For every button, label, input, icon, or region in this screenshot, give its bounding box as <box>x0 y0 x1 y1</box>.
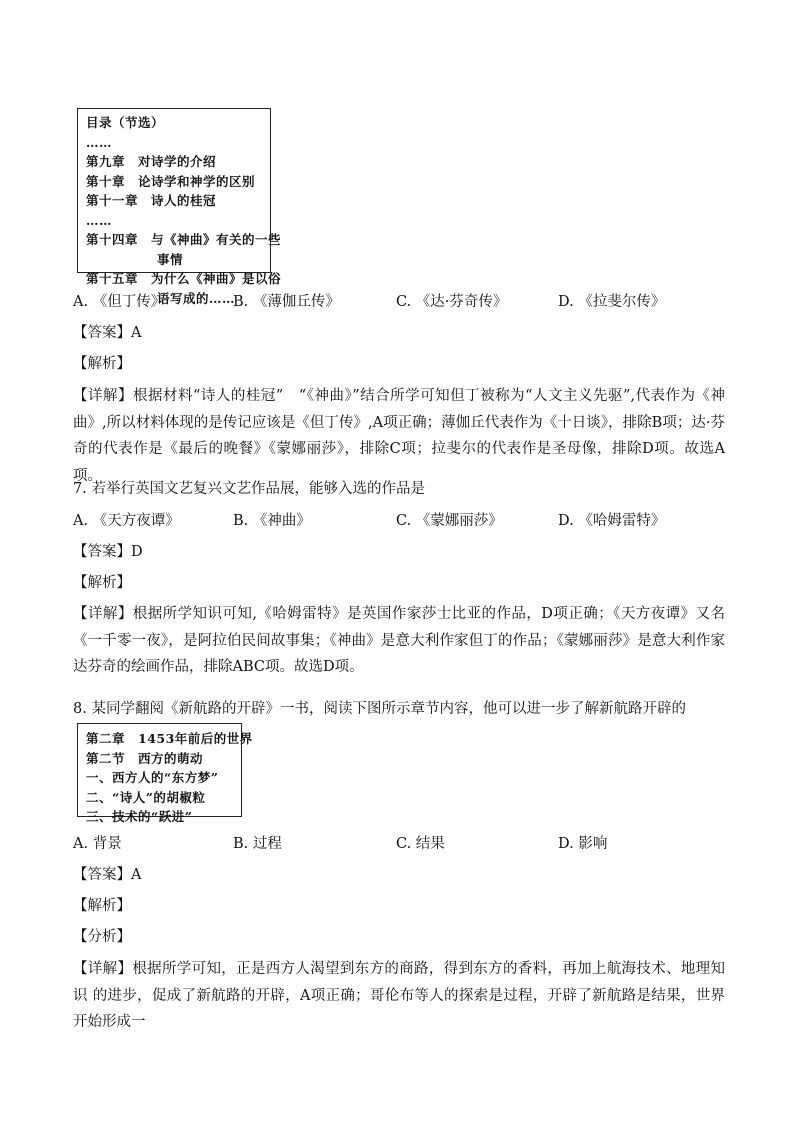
answer-label: 【答案】 <box>73 325 131 341</box>
q7-option-c: C. 《蒙娜丽莎》 <box>396 513 503 529</box>
answer-value: A <box>131 867 142 883</box>
excerpt-line: 三、技术的“跃进” <box>86 809 193 824</box>
q7-analysis-label: 【解析】 <box>73 575 131 591</box>
q8-detail <box>73 956 725 1036</box>
q8-answer <box>73 863 141 884</box>
detail-text: 根据所学知识可知,《哈姆雷特》是英国作家莎士比亚的作品，D项正确；《天方夜谭》又名《一千零一夜》，是阿拉伯民间故事集；《神曲》是意大利作家但丁的作品；《蒙娜丽莎》是意大利作家达芬奇的绘画作品，排除ABC项。故选D项。 <box>73 606 726 675</box>
answer-label: 【答案】 <box>73 867 131 883</box>
excerpt-line: 第十四章 与《神曲》有关的一些 <box>86 232 282 247</box>
detail-text: 根据材料“诗人的桂冠” “《神曲》”结合所学可知但丁被称为“人文主义先驱”,代表作为《神曲》,所以材料体现的是传记应该是《但丁传》,A项正确；薄伽丘代表作为《十日谈》，排除B项；达·芬奇的代表作是《最后的晚餐》《蒙娜丽莎》，排除C项；拉斐尔的代表作是圣母像，排除D项。故选A项。 <box>73 388 725 484</box>
detail-text: 根据所学可知，正是西方人渴望到东方的商路，得到东方的香料，再加上航海技术、地理知识 的进步，促成了新航路的开辟，A项正确；哥伦布等人的探索是过程，开辟了新航路是结果，世界开始形成一 <box>73 961 726 1030</box>
excerpt-line: 第十章 论诗学和神学的区别 <box>86 173 256 189</box>
chapter-excerpt <box>77 723 253 824</box>
excerpt-line: 第二章 1453年前后的世界 <box>86 731 253 746</box>
q8-option-b: B. 过程 <box>233 836 282 852</box>
excerpt-line: 第二节 西方的萌动 <box>86 750 204 766</box>
q7-option-a: A. 《天方夜谭》 <box>73 513 180 529</box>
q7-detail <box>73 601 725 681</box>
excerpt-line: 一、西方人的“东方梦” <box>86 770 219 785</box>
detail-label: 【详解】 <box>73 388 133 404</box>
q8-option-c: C. 结果 <box>396 836 445 852</box>
excerpt-line: 语写成的…… <box>157 290 236 306</box>
excerpt-line: 事情 <box>157 251 184 267</box>
excerpt-line: …… <box>86 212 112 228</box>
q8-option-a: A. 背景 <box>73 836 122 852</box>
q7-option-d: D. 《哈姆雷特》 <box>558 513 666 529</box>
q6-analysis-label: 【解析】 <box>73 356 131 372</box>
answer-value: D <box>131 544 143 560</box>
q7-stem: 7. 若举行英国文艺复兴文艺作品展，能够入选的作品是 <box>73 481 425 497</box>
detail-label: 【详解】 <box>73 606 133 622</box>
excerpt-line: 二、“诗人”的胡椒粒 <box>86 789 206 805</box>
q6-option-b: B. 《薄伽丘传》 <box>233 294 340 310</box>
excerpt-line: 第十五章 为什么《神曲》是以俗 <box>86 271 282 286</box>
excerpt-line: 第九章 对诗学的介绍 <box>86 154 217 169</box>
excerpt-title: 目录（节选） <box>86 115 165 130</box>
q7-option-b: B. 《神曲》 <box>233 513 311 529</box>
q6-option-c: C. 《达·芬奇传》 <box>396 294 508 310</box>
excerpt-line: 第十一章 诗人的桂冠 <box>86 193 217 208</box>
q6-option-a: A. 《但丁传》 <box>73 294 166 310</box>
q7-answer <box>73 540 143 561</box>
answer-label: 【答案】 <box>73 544 131 560</box>
q6-answer <box>73 321 141 342</box>
q6-detail <box>73 383 725 489</box>
excerpt-line: …… <box>86 134 112 150</box>
q8-analysis-label: 【解析】 <box>73 898 131 914</box>
q8-option-d: D. 影响 <box>558 836 608 852</box>
answer-value: A <box>131 325 142 341</box>
q8-fenxi-label: 【分析】 <box>73 929 131 945</box>
q8-stem: 8. 某同学翻阅《新航路的开辟》一书，阅读下图所示章节内容，他可以进一步了解新航路开辟的 <box>73 701 686 717</box>
detail-label: 【详解】 <box>73 961 133 977</box>
q6-option-d: D. 《拉斐尔传》 <box>558 294 666 310</box>
